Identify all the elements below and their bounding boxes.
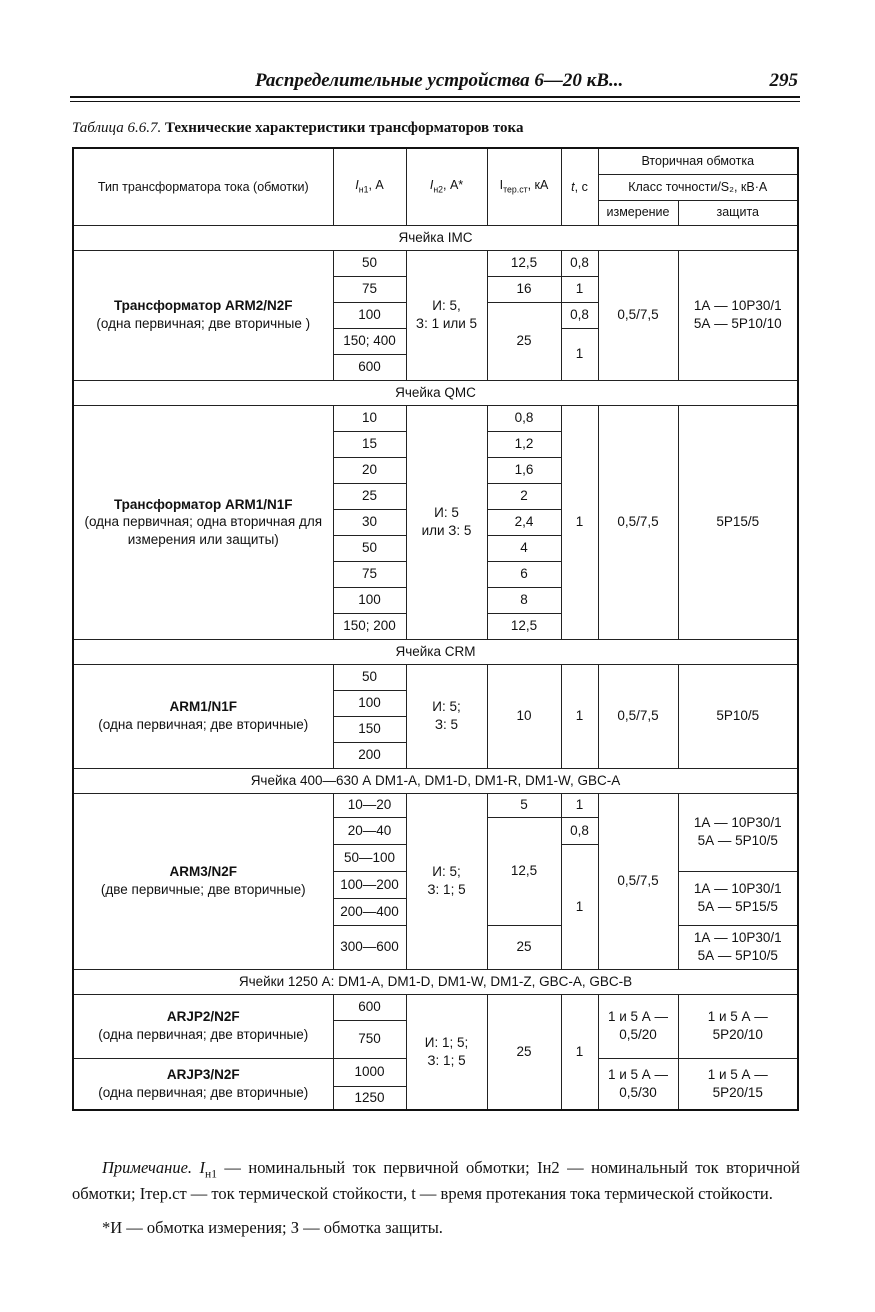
i1-cell: 75	[333, 561, 406, 587]
i1-cell: 20—40	[333, 817, 406, 844]
i1-cell: 1250	[333, 1086, 406, 1110]
col-header-i1: $I_{н1}$, А	[333, 148, 406, 225]
footnote: *И — обмотка измерения; З — обмотка защиты.	[102, 1218, 443, 1237]
iter-cell: 25	[487, 302, 561, 380]
col-header-secondary: Вторичная обмотка	[598, 148, 798, 174]
table-number: Таблица 6.6.7.	[72, 120, 162, 136]
col-header-protect: защита	[678, 200, 798, 225]
page-number: 295	[769, 70, 798, 91]
iter-cell: 6	[487, 561, 561, 587]
i1-cell: 10	[333, 405, 406, 431]
col-header-t: t, с	[561, 148, 598, 225]
i1-cell: 25	[333, 483, 406, 509]
i1-cell: 100	[333, 587, 406, 613]
t-cell: 1	[561, 994, 598, 1110]
section-title-qmc: Ячейка QMC	[73, 380, 798, 405]
col-header-accuracy: Класс точности/S₂, кВ·А	[598, 174, 798, 200]
iter-cell: 12,5	[487, 817, 561, 925]
i1-cell: 50	[333, 250, 406, 276]
i1-cell: 200—400	[333, 898, 406, 925]
t-cell: 1	[561, 793, 598, 817]
i1-cell: 10—20	[333, 793, 406, 817]
iter-cell: 12,5	[487, 250, 561, 276]
specs-table	[72, 147, 799, 1111]
i2-cell: И: 5; З: 1; 5	[406, 793, 487, 969]
measure-cell: 1 и 5 А — 0,5/20	[598, 994, 678, 1058]
table-title: Технические характеристики трансформаторов тока	[164, 120, 524, 136]
type-cell: ARJP2/N2F (одна первичная; две вторичные)	[73, 994, 333, 1058]
t-cell: 1	[561, 328, 598, 380]
protect-cell: 1 и 5 А — 5Р20/10	[678, 994, 798, 1058]
measure-cell: 1 и 5 А — 0,5/30	[598, 1058, 678, 1110]
type-cell: Трансформатор ARM2/N2F (одна первичная; две вторичные )	[73, 250, 333, 380]
i1-cell: 750	[333, 1020, 406, 1058]
iter-cell: 10	[487, 664, 561, 768]
i2-cell: И: 5, З: 1 или 5	[406, 250, 487, 380]
i1-cell: 75	[333, 276, 406, 302]
page-header	[70, 68, 800, 104]
protect-cell: 1А — 10Р30/1 5А — 5Р10/10	[678, 250, 798, 380]
i1-cell: 150; 400	[333, 328, 406, 354]
i1-cell: 30	[333, 509, 406, 535]
measure-cell: 0,5/7,5	[598, 793, 678, 969]
i1-cell: 50	[333, 664, 406, 690]
section-title-400-630: Ячейка 400—630 А DM1-A, DM1-D, DM1-R, DM1-W, GBC-A	[73, 768, 798, 793]
i2-cell: И: 5 или З: 5	[406, 405, 487, 639]
type-cell: Трансформатор ARM1/N1F (одна первичная; одна вторичная для измерения или защиты)	[73, 405, 333, 639]
protect-cell: 1А — 10Р30/1 5А — 5Р10/5	[678, 793, 798, 871]
type-cell: ARJP3/N2F (одна первичная; две вторичные)	[73, 1058, 333, 1110]
i1-cell: 100	[333, 302, 406, 328]
col-header-iter: $I_{тер.ст}$, кА	[487, 148, 561, 225]
iter-cell: 5	[487, 793, 561, 817]
type-cell: ARM3/N2F (две первичные; две вторичные)	[73, 793, 333, 969]
measure-cell: 0,5/7,5	[598, 664, 678, 768]
running-title: Распределительные устройства 6—20 кВ...	[255, 70, 624, 91]
i1-cell: 150; 200	[333, 613, 406, 639]
t-cell: 0,8	[561, 817, 598, 844]
table-note: Примечание. $I_{н1}$ — номинальный ток первичной обмотки; Iн2 — номинальный ток вторичной обмотки; Iтер.ст — ток термической стойкости, t — время протекания тока термической стойкости.	[72, 1158, 800, 1204]
i1-cell: 50	[333, 535, 406, 561]
iter-cell: 25	[487, 994, 561, 1110]
protect-cell: 1А — 10Р30/1 5А — 5Р15/5	[678, 871, 798, 925]
type-cell: ARM1/N1F (одна первичная; две вторичные)	[73, 664, 333, 768]
protect-cell: 5Р15/5	[678, 405, 798, 639]
iter-cell: 25	[487, 925, 561, 969]
header-rule-thin	[70, 101, 800, 102]
protect-cell: 1 и 5 А — 5Р20/15	[678, 1058, 798, 1110]
t-cell: 0,8	[561, 302, 598, 328]
iter-cell: 4	[487, 535, 561, 561]
section-title-imc: Ячейка IMC	[73, 225, 798, 250]
iter-cell: 16	[487, 276, 561, 302]
i1-cell: 300—600	[333, 925, 406, 969]
col-header-i2: $I_{н2}$, А*	[406, 148, 487, 225]
i1-cell: 600	[333, 354, 406, 380]
t-cell: 1	[561, 405, 598, 639]
i1-cell: 50—100	[333, 844, 406, 871]
i1-cell: 1000	[333, 1058, 406, 1086]
col-header-type: Тип трансформатора тока (обмотки)	[73, 148, 333, 225]
iter-cell: 2	[487, 483, 561, 509]
i1-cell: 20	[333, 457, 406, 483]
t-cell: 1	[561, 276, 598, 302]
i1-cell: 100—200	[333, 871, 406, 898]
i2-cell: И: 1; 5; З: 1; 5	[406, 994, 487, 1110]
col-header-measure: измерение	[598, 200, 678, 225]
i1-cell: 15	[333, 431, 406, 457]
note-text: — номинальный ток первичной обмотки; Iн2 — номинальный ток вторичной обмотки; Iтер.ст — ток термической стойкости, t — время протекания тока термической стойкости.	[72, 1158, 800, 1204]
section-title-crm: Ячейка CRM	[73, 639, 798, 664]
t-cell: 1	[561, 844, 598, 969]
table-caption	[72, 120, 523, 137]
i2-cell: И: 5; З: 5	[406, 664, 487, 768]
iter-cell: 1,6	[487, 457, 561, 483]
section-title-1250: Ячейки 1250 А: DM1-A, DM1-D, DM1-W, DM1-Z, GBC-A, GBC-B	[73, 969, 798, 994]
header-rule	[70, 96, 800, 98]
protect-cell: 5Р10/5	[678, 664, 798, 768]
note-label: Примечание.	[102, 1158, 193, 1177]
iter-cell: 12,5	[487, 613, 561, 639]
iter-cell: 8	[487, 587, 561, 613]
t-cell: 1	[561, 664, 598, 768]
measure-cell: 0,5/7,5	[598, 405, 678, 639]
measure-cell: 0,5/7,5	[598, 250, 678, 380]
iter-cell: 1,2	[487, 431, 561, 457]
t-cell: 0,8	[561, 250, 598, 276]
protect-cell: 1А — 10Р30/1 5А — 5Р10/5	[678, 925, 798, 969]
i1-cell: 200	[333, 742, 406, 768]
iter-cell: 2,4	[487, 509, 561, 535]
i1-cell: 600	[333, 994, 406, 1020]
i1-cell: 100	[333, 690, 406, 716]
iter-cell: 0,8	[487, 405, 561, 431]
i1-cell: 150	[333, 716, 406, 742]
